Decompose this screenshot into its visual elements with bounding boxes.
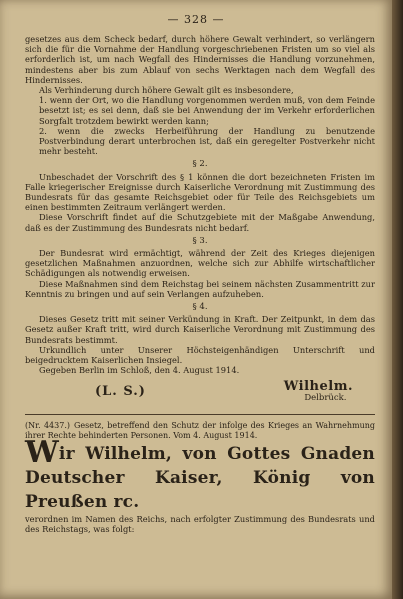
paragraph-force-majeure: Als Verhinderung durch höhere Gewalt gilt es insbesondere,	[39, 85, 294, 96]
signature-block	[283, 379, 353, 403]
list-item: 1. wenn der Ort, wo die Handlung vorgenommen werden muß, von dem Feinde besetzt ist; es sei denn, daß sie bei Anwendung der im Verkehr erforderlichen Sorgfalt trotzdem bewirkt werden kann;	[39, 95, 375, 126]
decree-headline	[25, 434, 375, 514]
book-edge	[392, 0, 403, 599]
page-number: — 328 —	[167, 13, 225, 26]
divider	[25, 414, 375, 415]
paragraph: Der Bundesrat wird ermächtigt, während der Zeit des Krieges diejenigen gesetzlichen Maßnahmen anzuordnen, welche sich zur Abhilfe wirtschaftlicher Schädigungen als notwendig erweisen.	[25, 248, 375, 279]
signature-row	[25, 379, 375, 404]
date-line: Gegeben Berlin im Schloß, den 4. August 1914.	[39, 365, 240, 376]
paragraph: Urkundlich unter Unserer Höchsteigenhändigen Unterschrift und beigedrucktem Kaiserlichen Insiegel.	[25, 344, 375, 366]
law-number: (Nr. 4437.)	[25, 420, 70, 430]
section-heading: § 4.	[192, 302, 208, 313]
law-title: Gesetz, betreffend den Schutz der infolge des Krieges an Wahrnehmung ihrer Rechte behinderten Personen. Vom 4. August 1914.	[25, 420, 375, 440]
law-title-note	[25, 421, 375, 441]
paragraph-continuation: gesetzes aus dem Scheck bedarf, durch höhere Gewalt verhindert, so verlängern sich die für die Vornahme der Handlung vorgeschriebenen Fristen um so viel als erforderlich ist, um nach Wegfall des Hindernisses die Handlung vorzunehmen, mindestens aber bis zum Ablauf von sechs Werktagen nach dem Wegfall des Hindernisses.	[25, 34, 375, 85]
signer-name: Wilhelm.	[283, 379, 353, 395]
section-heading: § 2.	[192, 159, 208, 170]
countersigner-name: Delbrück.	[304, 392, 347, 403]
section-heading: § 3.	[192, 235, 208, 246]
enumeration-list	[25, 95, 375, 156]
headline-initial: W	[25, 434, 59, 470]
list-item: 2. wenn die zwecks Herbeiführung der Handlung zu benutzende Postverbindung derart unterbrochen ist, daß ein geregelter Postverkehr nicht mehr besteht.	[39, 125, 375, 157]
paragraph: Unbeschadet der Vorschrift des § 1 können die dort bezeichneten Fristen im Falle kriegerischer Ereignisse durch Kaiserliche Verordnung mit Zustimmung des Bundesrats für das gesamte Reichsgebiet oder für Teile des Reichsgebiets um einen bestimmten Zeitraum verlängert werden.	[25, 171, 375, 213]
headline-text: ir Wilhelm, von Gottes Gnaden Deutscher Kaiser, König von Preußen rc.	[25, 443, 375, 512]
seal-mark: (L. S.)	[95, 384, 146, 400]
paragraph: Dieses Gesetz tritt mit seiner Verkündung in Kraft. Der Zeitpunkt, in dem das Gesetz außer Kraft tritt, wird durch Kaiserliche Verordnung mit Zustimmung des Bundesrats bestimmt.	[25, 314, 375, 345]
paragraph: Diese Maßnahmen sind dem Reichstag bei seinem nächsten Zusammentritt zur Kenntnis zu bringen und auf sein Verlangen aufzuheben.	[25, 278, 375, 299]
page-body	[25, 34, 375, 534]
preamble: verordnen im Namen des Reichs, nach erfolgter Zustimmung des Bundesrats und des Reichstags, was folgt:	[25, 513, 375, 534]
paragraph: Diese Vorschrift findet auf die Schutzgebiete mit der Maßgabe Anwendung, daß es der Zustimmung des Bundesrats nicht bedarf.	[25, 212, 375, 233]
